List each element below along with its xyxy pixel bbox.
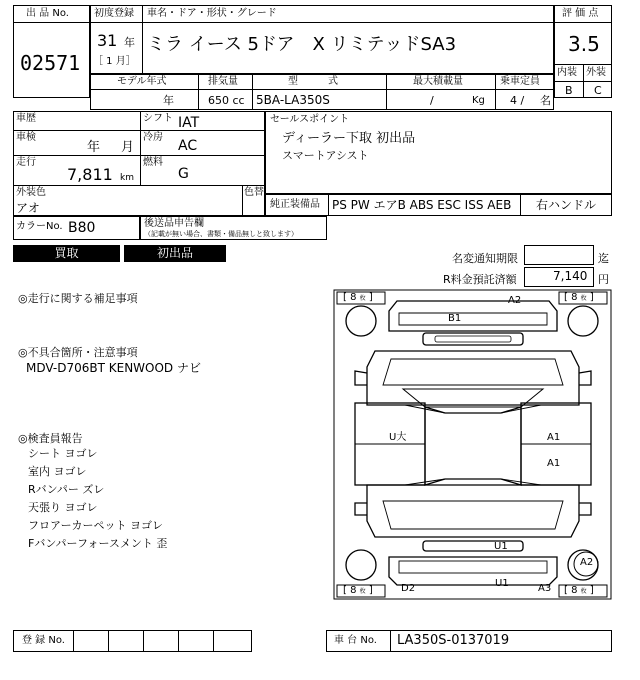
chassis-no-label: 車 台 No. — [334, 635, 377, 646]
mark-a1-lower: A1 — [547, 458, 561, 469]
capacity-value: 4 / — [510, 94, 525, 107]
first-reg-month: ［ 1 月］ — [93, 56, 136, 67]
deadline-label: 名変通知期限 — [452, 252, 518, 265]
sales-point-line1: ディーラー下取 初出品 — [282, 131, 416, 146]
capacity-label: 乗車定員 — [500, 76, 540, 87]
mark-u1-bottom: U1 — [495, 578, 509, 589]
mark-a1-upper: A1 — [547, 432, 561, 443]
mileage-unit: km — [120, 173, 134, 183]
displacement-value: 650 cc — [208, 94, 245, 107]
grade-label: 評 価 点 — [562, 8, 599, 19]
car-name-label: 車名・ドア・形状・グレード — [147, 8, 277, 19]
history-label: 車歴 — [16, 113, 36, 124]
sales-point-line2: スマートアシスト — [282, 149, 369, 162]
mark-a3: A3 — [538, 583, 552, 594]
model-code: 5BA-LA350S — [256, 93, 330, 107]
inspector-title: ◎検査員報告 — [18, 432, 83, 445]
ext-color-value: アオ — [16, 201, 40, 215]
interior-grade: B — [565, 84, 573, 97]
wheel-front-right — [568, 306, 598, 336]
color-change-label: 色替 — [244, 187, 264, 198]
defect-notes-title: ◎不具合箇所・注意事項 — [18, 346, 138, 359]
equipment-items: PS PW エアB ABS ESC ISS AEB — [332, 198, 512, 212]
fuel-label: 燃料 — [143, 157, 163, 168]
grille — [423, 333, 523, 345]
sales-point-label: セールスポイント — [270, 114, 350, 125]
grade-value: 3.5 — [568, 32, 600, 56]
driving-notes-title: ◎走行に関する補足事項 — [18, 292, 138, 305]
wheel-front-left — [346, 306, 376, 336]
color-no-label: カラーNo. — [16, 221, 63, 232]
shift-label: シフト — [143, 113, 173, 124]
inspector-line: シート ヨゴレ — [28, 447, 98, 460]
exterior-grade: C — [594, 84, 602, 97]
inspector-line: Rバンパー ズレ — [28, 483, 105, 496]
mileage-label: 走行 — [16, 157, 36, 168]
type-label: 型 式 — [288, 76, 338, 87]
reg-no-label: 登 録 No. — [22, 635, 65, 646]
interior-label: 内装 — [557, 67, 577, 78]
deadline-unit: 迄 — [598, 252, 609, 265]
mark-a2-front: A2 — [508, 295, 522, 306]
recycle-value: 7,140 — [553, 269, 588, 283]
model-year-unit: 年 — [163, 94, 174, 107]
recycle-label: R料金預託済額 — [443, 273, 517, 286]
first-reg-year: 31 — [97, 31, 118, 50]
model-year-label: モデル年式 — [117, 76, 167, 87]
shift-value: IAT — [178, 115, 200, 131]
lot-number: 02571 — [20, 51, 81, 75]
detail-box — [13, 111, 265, 216]
mileage-value: 7,811 — [67, 165, 113, 184]
load-value: / — [430, 94, 434, 107]
mark-a2-rear: A2 — [580, 557, 594, 568]
wheel-rear-left — [346, 550, 376, 580]
post-doc-note: （記載が無い場合、書類・備品無しと致します） — [144, 230, 298, 238]
first-listing-badge: 初出品 — [124, 245, 226, 262]
post-doc-label: 後送品申告欄 — [144, 218, 204, 229]
lot-label: 出 品 No. — [26, 8, 69, 19]
front-bumper — [389, 301, 557, 331]
load-unit: Kg — [472, 95, 485, 106]
equipment-label: 純正装備品 — [270, 199, 320, 210]
displacement-label: 排気量 — [208, 76, 238, 87]
inspection-year-unit: 年 — [87, 140, 101, 155]
exterior-label: 外装 — [586, 67, 606, 78]
inspector-line: 室内 ヨゴレ — [28, 465, 87, 478]
roof — [425, 407, 521, 485]
ac-label: 冷房 — [143, 132, 163, 143]
fuel-value: G — [178, 166, 189, 182]
tire-count-top-right: [ 8 枚 ] — [564, 292, 594, 303]
inspector-line: Fバンパーフォースメント 歪 — [28, 537, 168, 550]
color-no-value: B80 — [68, 220, 96, 236]
tire-count-bottom-left: [ 8 枚 ] — [343, 585, 373, 596]
recycle-unit: 円 — [598, 273, 609, 286]
car-name: ミラ イース 5ドア X リミテッドSA3 — [147, 34, 457, 55]
inspector-line: フロアーカーペット ヨゴレ — [28, 519, 163, 532]
mark-b1: B1 — [448, 313, 462, 324]
chassis-no-value: LA350S-0137019 — [397, 633, 510, 648]
ac-value: AC — [178, 138, 198, 154]
mark-u1: U1 — [494, 541, 508, 552]
mark-d2: D2 — [401, 583, 416, 594]
buy-badge: 買取 — [13, 245, 120, 262]
inspector-line: 天張り ヨゴレ — [28, 501, 98, 514]
defect-line: MDV-D706BT KENWOOD ナビ — [26, 361, 201, 375]
car-damage-diagram — [333, 289, 613, 601]
load-label: 最大積載量 — [413, 76, 463, 87]
first-reg-label: 初度登録 — [94, 8, 134, 19]
ext-color-label: 外装色 — [16, 187, 46, 198]
inspection-label: 車検 — [16, 132, 36, 143]
mark-u-large: U大 — [389, 432, 407, 443]
capacity-unit: 名 — [540, 94, 551, 107]
handle-side: 右ハンドル — [536, 198, 597, 212]
year-unit: 年 — [124, 36, 135, 49]
inspection-month-unit: 月 — [121, 140, 135, 155]
deadline-field — [524, 245, 594, 265]
tire-count-top-left: [ 8 枚 ] — [343, 292, 373, 303]
tire-count-bottom-right: [ 8 枚 ] — [564, 585, 594, 596]
